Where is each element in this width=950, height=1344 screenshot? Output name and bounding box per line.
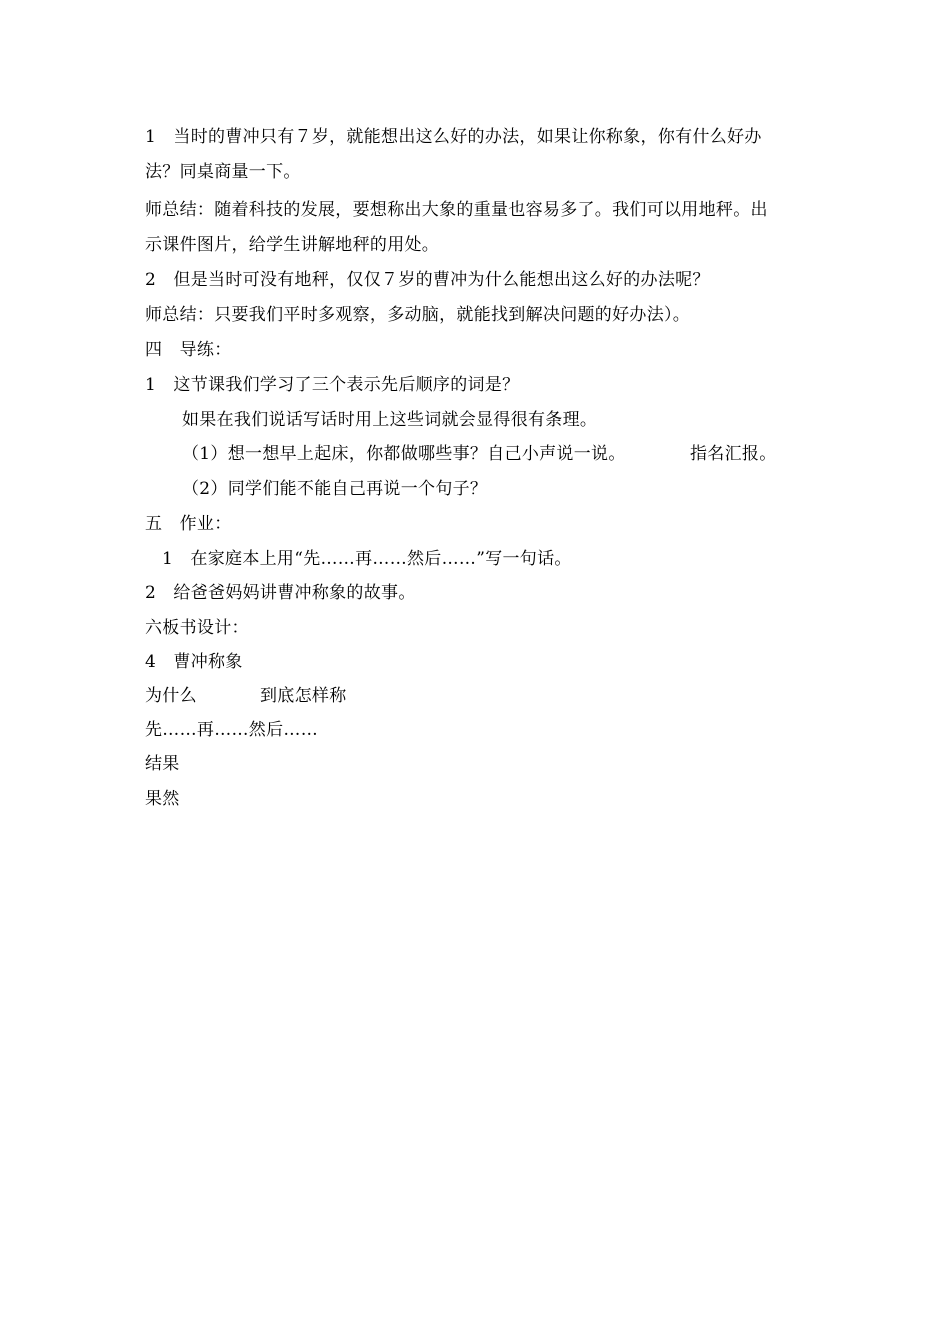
paragraph-line: 法？同桌商量一下。 <box>145 162 301 182</box>
board-item: 到底怎样称 <box>260 686 347 706</box>
paragraph-line: （2）同学们能不能自己再说一个句子？ <box>182 479 488 499</box>
paragraph-line: （1）想一想早上起床，你都做哪些事？自己小声说一说。 <box>182 444 626 464</box>
paragraph-line: 2 给爸爸妈妈讲曹冲称象的故事。 <box>145 583 416 603</box>
board-title: 4 曹冲称象 <box>145 652 243 672</box>
section-heading: 六板书设计： <box>145 618 249 638</box>
paragraph-line: 2 但是当时可没有地秤，仅仅７岁的曹冲为什么能想出这么好的办法呢？ <box>145 270 710 290</box>
paragraph-line: 如果在我们说话写话时用上这些词就会显得很有条理。 <box>182 410 598 430</box>
board-item: 先……再……然后…… <box>145 720 318 740</box>
paragraph-line: 示课件图片，给学生讲解地秤的用处。 <box>145 235 440 255</box>
section-heading: 四 导练： <box>145 340 232 360</box>
paragraph-line: 师总结：随着科技的发展，要想称出大象的重量也容易多了。我们可以用地秤。出 <box>145 200 768 220</box>
section-heading: 五 作业： <box>145 514 232 534</box>
board-item: 结果 <box>145 754 180 774</box>
paragraph-line: 1 在家庭本上用“先……再……然后……”写一句话。 <box>162 549 572 569</box>
paragraph-line: 师总结：只要我们平时多观察，多动脑，就能找到解决问题的好办法）。 <box>145 305 691 325</box>
paragraph-line: 1 当时的曹冲只有７岁，就能想出这么好的办法，如果让你称象，你有什么好办 <box>145 127 762 147</box>
paragraph-line: 1 这节课我们学习了三个表示先后顺序的词是？ <box>145 375 520 395</box>
paragraph-line: 指名汇报。 <box>690 444 777 464</box>
board-item: 为什么 <box>145 686 197 706</box>
board-item: 果然 <box>145 789 180 809</box>
